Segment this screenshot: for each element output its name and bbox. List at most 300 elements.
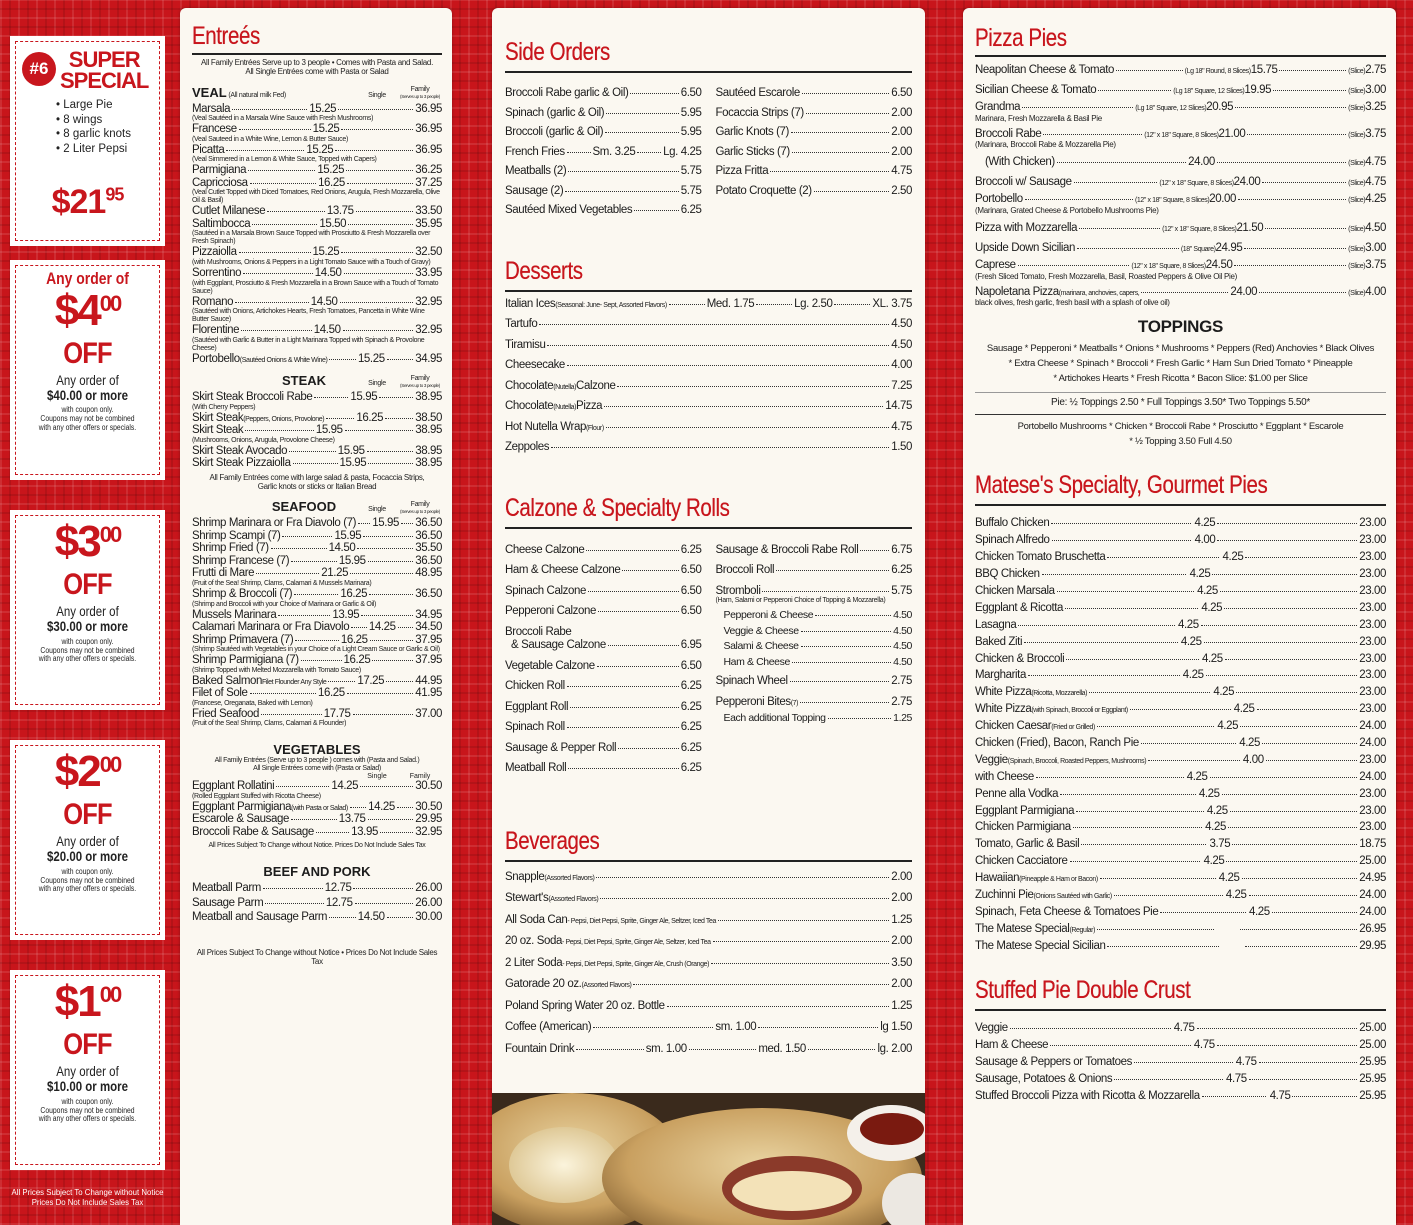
price-family: 34.50 — [415, 621, 443, 634]
dot-leader — [718, 920, 889, 921]
menu-item-row — [192, 124, 442, 136]
menu-item-row — [505, 319, 912, 331]
price-family: 32.95 — [415, 825, 443, 838]
item-name: Spinach Roll — [505, 721, 565, 733]
column-family — [398, 86, 442, 99]
price-slice: 4.25 — [1203, 855, 1225, 868]
price-slice: 4.25 — [1201, 652, 1223, 665]
price-slice: 3.75 — [1209, 838, 1231, 851]
item-size: (12" x 18" Square, 8 Slices) — [1144, 131, 1219, 139]
dot-leader — [597, 666, 679, 667]
dot-leader — [801, 631, 892, 632]
dot-leader — [1235, 107, 1346, 108]
menu-item-row — [975, 177, 1386, 189]
item-description: (Fruit of the Sea! Shrimp, Clams, Calamari & Mussels Marinara) — [192, 579, 372, 587]
coupon-amount: $\$1^{00}$ — [54, 977, 121, 1026]
item-size: (12" x 18" Square, 8 Slices) — [1131, 263, 1206, 271]
dot-leader — [800, 702, 889, 703]
beverages-list — [505, 872, 912, 1056]
section-title: Pizza Pies — [975, 24, 1067, 52]
middle-panel — [492, 8, 925, 1225]
category-header — [192, 373, 442, 388]
dot-leader — [368, 819, 414, 820]
toppings-pricing: Pie: ½ Toppings 2.50 * Full Toppings 3.50* Two Toppings 5.50* — [975, 392, 1386, 415]
item-name: Romano — [192, 295, 234, 308]
price-pie: 24.00 — [1188, 156, 1215, 169]
dot-leader — [1116, 70, 1183, 71]
price-single: 15.50 — [319, 217, 347, 230]
dot-leader — [369, 594, 413, 595]
dot-leader — [568, 768, 678, 769]
item-description: (Shrimp Topped with Melted Mozzarella with Tomato Sauce) — [192, 666, 361, 674]
item-note: (Seasonal: June- Sept, Assorted Flavors) — [555, 301, 667, 309]
dot-leader — [828, 718, 892, 719]
price-slice: 4.25 — [1186, 770, 1208, 783]
price-pie: 21.50 — [1236, 222, 1264, 235]
item-name: Mussels Marinara — [192, 608, 277, 621]
menu-item-row — [975, 822, 1386, 834]
menu-item-row — [716, 676, 913, 688]
dot-leader — [1262, 743, 1357, 744]
dot-leader — [245, 430, 314, 431]
price-note: All Prices Subject To Change without Notice. Prices Do Not Include Sales Tax — [208, 842, 426, 850]
menu-item-row — [505, 381, 912, 393]
dot-leader — [567, 152, 591, 153]
column-family-note: (Serves up to 3 people) — [400, 383, 440, 389]
dot-leader — [1018, 625, 1174, 626]
item-name: Hot Nutella Wrap — [505, 420, 586, 433]
dot-leader — [1234, 265, 1346, 266]
price: 2.00 — [891, 870, 912, 883]
stuffed-list — [975, 1023, 1386, 1102]
divider — [505, 290, 912, 292]
toppings-text: Sausage * Pepperoni * Meatballs * Onions * Mushrooms * Peppers (Red) Anchovies * Black Olives * Extra Cheese * Spinach * Broccoli * Fresh Garlic * Ham Sun Dried Tomato * Pineapple * Artichokes Hearts * Fresh Ricotta * Bacon Slice: $1.00 per Slice — [986, 343, 1375, 385]
dot-leader — [792, 662, 891, 663]
item-name: Sausage & Broccoli Rabe Roll — [715, 543, 859, 556]
menu-item-row — [975, 704, 1386, 716]
dot-leader — [1225, 659, 1357, 660]
dot-leader — [1266, 760, 1358, 761]
menu-item-row — [505, 442, 912, 454]
dot-leader — [363, 536, 413, 537]
item-name: Shrimp Scampi (7) — [192, 529, 281, 542]
menu-item-row — [505, 936, 912, 948]
item-name: Pepperoni Bites — [715, 695, 791, 708]
dot-leader — [801, 646, 892, 647]
price: 6.50 — [680, 605, 702, 617]
price-slice: 4.25 — [1189, 568, 1211, 581]
item-note: (with Spinach, Broccoli or Eggplant) — [1031, 707, 1128, 715]
price: 6.25 — [680, 721, 702, 733]
price-slice: 4.25 — [1180, 635, 1202, 648]
price-family: 32.95 — [415, 324, 443, 337]
coupon-fine: with coupon only. Coupons may not be combined with any other offers or specials. — [38, 636, 137, 664]
dot-leader — [806, 113, 889, 114]
dot-leader — [588, 591, 679, 592]
price-family: 26.00 — [415, 896, 442, 909]
super-price: $\$21^{95}$ — [51, 183, 124, 221]
item-name: Shrimp Francese (7) — [192, 554, 290, 567]
price-pie: 24.00 — [1230, 285, 1258, 298]
price: 5.75 — [680, 184, 702, 197]
dot-leader — [1076, 811, 1204, 812]
item-description: (Rolled Eggplant Stuffed with Ricotta Cheese) — [192, 792, 321, 800]
price: 6.25 — [891, 564, 912, 576]
dot-leader — [1224, 608, 1357, 609]
price-single: 15.95 — [315, 424, 343, 437]
item-name: Buffalo Chicken — [975, 517, 1050, 530]
item-name: Skirt Steak — [192, 424, 244, 437]
menu-item-row — [192, 219, 442, 231]
price-slice: 4.00 — [1194, 534, 1216, 547]
price-family: 29.95 — [415, 813, 443, 826]
premium-toppings: Portobello Mushrooms * Chicken * Broccoli Rabe * Prosciutto * Eggplant * Escarole * ½ Topping 3.50 Full 4.50 — [1017, 421, 1344, 448]
menu-item-row — [975, 755, 1386, 767]
dot-leader — [1089, 692, 1210, 693]
dot-leader — [386, 681, 413, 682]
item-note: (Nutella) — [553, 383, 577, 391]
item-description: (Veal Cutlet Topped with Diced Tomatoes, Red Onions, Arugula, Fresh Mozzarella, Olive Oil & Basil) — [192, 189, 440, 205]
item-note: (with Pasta or Salad) — [291, 804, 348, 812]
price: 1.25 — [893, 712, 912, 725]
menu-item-row — [192, 425, 442, 437]
menu-item-row — [975, 1040, 1386, 1052]
price-pie: 24.00 — [1359, 720, 1387, 733]
menu-item-row — [975, 85, 1386, 97]
dot-leader — [387, 917, 414, 918]
price-single: 15.95 — [338, 554, 366, 567]
menu-item-row — [975, 620, 1386, 632]
item-name: Snapple — [505, 870, 545, 883]
dot-leader — [567, 686, 679, 687]
menu-item-row — [192, 802, 442, 814]
menu-item-row — [505, 979, 912, 991]
dot-leader — [1057, 162, 1186, 163]
item-description: (Veal Sautéed in a Marsala Wine Sauce with Fresh Mushrooms) — [192, 115, 374, 123]
dot-leader — [1197, 1028, 1358, 1029]
price-single: 15.25 — [306, 143, 334, 156]
price: lg. 2.00 — [877, 1042, 912, 1055]
menu-item-row — [505, 743, 702, 755]
menu-item-row — [505, 586, 702, 598]
price-slice: 4.25 — [1225, 889, 1247, 902]
menu-item-row — [975, 569, 1386, 581]
menu-item-row — [192, 589, 442, 601]
item-size: (Lg 18" Square, 12 Slices) — [1173, 87, 1245, 95]
dot-leader — [547, 345, 889, 346]
item-name: Coffee (American) — [505, 1021, 592, 1033]
item-name: Sorrentino — [192, 267, 242, 280]
price-family: 36.95 — [415, 123, 442, 136]
price-slice: 4.75 — [1365, 175, 1386, 188]
dot-leader — [1065, 608, 1198, 609]
item-name: Spinach (garlic & Oil) — [505, 106, 605, 119]
side-orders — [505, 80, 912, 217]
menu-item-row — [505, 422, 912, 434]
category-title: BEEF AND PORK — [263, 864, 371, 880]
desserts-list — [505, 299, 912, 454]
price-pie: 25.95 — [1359, 1072, 1386, 1085]
price-slice: 3.75 — [1365, 259, 1387, 272]
dot-leader — [291, 819, 337, 820]
price-pie: 24.00 — [1233, 175, 1261, 188]
item-name: Hawaiian — [975, 872, 1020, 885]
dot-leader — [338, 109, 413, 110]
item-name: Pizza Fritta — [715, 165, 769, 177]
dot-leader — [1114, 1079, 1222, 1080]
category-title: SEAFOOD — [271, 499, 337, 515]
super-special-coupon[interactable] — [10, 36, 165, 246]
price-slice: 4.00 — [1242, 753, 1264, 766]
dot-leader — [1052, 540, 1192, 541]
category-title: VEGETABLES — [273, 742, 361, 758]
price: 6.50 — [680, 584, 702, 597]
item-name: 20 oz. Soda — [505, 935, 562, 947]
price-pie: 24.00 — [1359, 905, 1387, 918]
price: 4.50 — [893, 609, 912, 622]
divider — [975, 1009, 1386, 1011]
item-note: (Assorted Flavors) — [581, 982, 632, 989]
coupon-line2: $20.00 or more — [46, 848, 129, 865]
price-slice: 4.25 — [1197, 585, 1218, 597]
menu-item-row — [192, 325, 442, 337]
price: 6.50 — [891, 87, 912, 99]
price-family: 33.50 — [415, 205, 443, 218]
price-single: 12.75 — [324, 882, 352, 895]
dot-leader — [622, 570, 678, 571]
price: 6.75 — [891, 543, 912, 556]
price-family: 41.95 — [415, 687, 442, 700]
item-name: Florentine — [192, 324, 240, 337]
dot-leader — [344, 273, 414, 274]
price-family: 36.50 — [415, 588, 442, 601]
dot-leader — [1222, 794, 1358, 795]
calzone-list — [505, 536, 912, 775]
item-name: The Matese Special — [975, 922, 1070, 935]
menu-item-row — [975, 687, 1386, 699]
dot-leader — [570, 707, 678, 708]
menu-item-row — [192, 392, 442, 404]
menu-item-row — [192, 458, 442, 470]
price-single: 14.50 — [328, 542, 356, 555]
item-name: Portobello — [192, 352, 240, 365]
dot-leader — [1272, 912, 1357, 913]
dot-leader — [361, 615, 413, 616]
price-slice: 4.25 — [1233, 703, 1255, 716]
coupon-line2: $10.00 or more — [46, 1078, 129, 1095]
price: 6.95 — [680, 639, 702, 651]
menu-item-row — [505, 88, 702, 100]
coupon-1-off[interactable] — [10, 970, 165, 1170]
dot-leader — [1226, 861, 1357, 862]
coupon-2-off[interactable] — [10, 740, 165, 940]
price: 6.25 — [680, 204, 702, 216]
dot-leader — [790, 681, 890, 682]
menu-item-row — [505, 299, 912, 311]
item-name: Broccoli (garlic & Oil) — [505, 126, 604, 138]
item-name-2: & Sausage Calzone — [511, 639, 606, 651]
dot-leader — [1249, 895, 1358, 896]
price-slice: 4.25 — [1206, 804, 1228, 817]
item-description: (Francese, Oreganata, Baked with Lemon) — [192, 699, 313, 707]
dot-leader — [243, 273, 313, 274]
price-pie: 19.95 — [1244, 83, 1272, 96]
price: 4.50 — [893, 624, 912, 637]
price: 2.00 — [891, 106, 912, 119]
slice-label: (Slice) — [1348, 160, 1366, 168]
price-single: 14.25 — [368, 621, 396, 634]
menu-item-row — [505, 606, 702, 618]
item-note: - Pepsi, Diet Pepsi, Sprite, Ginger Ale, Crush (Orange) — [562, 960, 710, 968]
menu-item-row — [505, 565, 702, 577]
price-single: 16.25 — [356, 411, 384, 424]
menu-item-row — [716, 610, 913, 621]
menu-item-row — [505, 893, 912, 905]
price-single: 14.25 — [368, 800, 395, 813]
menu-item-row — [505, 640, 702, 652]
item-name: Chicken Roll — [505, 680, 565, 692]
dot-leader — [1024, 642, 1178, 643]
price-footer: All Prices Subject To Change without Notice • Prices Do Not Include Sales Tax — [196, 947, 438, 967]
price-pie: 24.95 — [1359, 872, 1386, 885]
dot-leader — [669, 304, 705, 305]
slice-label: (Slice) — [1348, 131, 1366, 139]
dot-leader — [1010, 1028, 1171, 1029]
price: 6.50 — [680, 659, 702, 672]
price-pie: 29.95 — [1359, 939, 1386, 952]
price-slice: 4.25 — [1177, 618, 1199, 631]
coupon-fine: with coupon only. Coupons may not be combined with any other offers or specials. — [38, 405, 137, 433]
item-name: with Cheese — [975, 770, 1034, 783]
menu-item-row — [975, 287, 1386, 299]
price-single: 15.95 — [339, 457, 367, 470]
menu-item-row — [975, 670, 1386, 682]
menu-item-row — [192, 814, 442, 826]
coupon-line1: Any order of — [56, 371, 119, 388]
price-pie: 15.75 — [1250, 64, 1278, 76]
price-single: 15.95 — [350, 391, 378, 404]
dot-leader — [397, 807, 413, 808]
menu-item-row — [975, 102, 1386, 114]
menu-item-row — [192, 446, 442, 458]
menu-item-row — [505, 147, 702, 159]
item-name: Cheesecake — [505, 359, 565, 371]
dot-leader — [637, 152, 661, 153]
price: 5.95 — [680, 126, 702, 138]
menu-item-row — [975, 806, 1386, 818]
dot-leader — [329, 359, 356, 360]
item-name: Picatta — [192, 143, 225, 156]
price-single: 13.75 — [326, 205, 354, 218]
price-family: 34.95 — [415, 608, 443, 621]
dot-leader — [605, 132, 679, 133]
dot-leader — [263, 888, 323, 889]
item-name: Chocolate — [505, 400, 554, 412]
section-title: Matese's Specialty, Gourmet Pies — [975, 471, 1268, 500]
item-name: Chocolate — [505, 379, 554, 392]
item-name: Sautéed Escarole — [715, 87, 800, 99]
column-family-label: Family — [410, 86, 430, 94]
dot-leader — [1217, 162, 1346, 163]
item-name: Lasagna — [975, 618, 1017, 631]
price-single: 16.25 — [317, 687, 345, 700]
item-name: Eggplant Parmigiana — [975, 804, 1075, 817]
dot-leader — [226, 150, 304, 151]
price-family: 35.50 — [415, 542, 443, 555]
dot-leader — [1232, 844, 1357, 845]
menu-item-row — [505, 722, 702, 734]
slice-label: (Slice) — [1348, 245, 1366, 253]
item-name: Napoletana Pizza — [975, 285, 1059, 298]
item-name: Baked Ziti — [975, 635, 1023, 648]
dot-leader — [1259, 292, 1346, 293]
item-name: Saltimbocca — [192, 217, 251, 230]
dot-leader — [762, 591, 889, 592]
item-name: Grandma — [975, 101, 1021, 113]
price: 6.50 — [680, 87, 702, 99]
dot-leader — [250, 693, 316, 694]
price-slice: 4.25 — [1239, 737, 1261, 750]
dot-leader — [1141, 743, 1236, 744]
price-single: 14.50 — [313, 324, 341, 337]
menu-item-row — [505, 186, 702, 198]
dot-leader — [1081, 844, 1206, 845]
menu-item-row — [975, 1074, 1386, 1086]
price: 6.25 — [680, 680, 702, 692]
menu-item-row — [192, 781, 442, 793]
menu-item-row — [716, 88, 913, 100]
price-single: 15.25 — [312, 246, 340, 259]
item-name: Sausage, Potatoes & Onions — [975, 1072, 1113, 1085]
dot-leader — [291, 561, 337, 562]
menu-item-row — [975, 586, 1386, 598]
price-slice: 4.75 — [1173, 1022, 1195, 1035]
menu-item-row — [716, 586, 913, 598]
item-name: Skirt Steak — [192, 411, 244, 424]
item-description: (Shrimp and Broccoli with your Choice of Marinara or Garlic & Oil) — [192, 600, 377, 608]
dot-leader — [250, 183, 316, 184]
entrees-panel — [180, 8, 452, 1225]
coupon-line1: Any order of — [56, 833, 119, 849]
coupon-4-off[interactable] — [10, 260, 165, 480]
menu-item-row — [192, 543, 442, 555]
price-pie: 26.95 — [1359, 922, 1387, 935]
menu-item-row — [975, 637, 1386, 649]
column-single: Single — [368, 380, 386, 388]
dot-leader — [634, 210, 678, 211]
category-title: STEAK — [281, 373, 327, 389]
menu-item-row — [505, 340, 912, 352]
dot-leader — [348, 224, 413, 225]
section-title: Desserts — [505, 256, 583, 285]
item-name: Broccoli Rabe — [505, 625, 572, 638]
price-pie: 23.00 — [1359, 534, 1386, 547]
item-name: Broccoli Roll — [715, 564, 775, 576]
coupon-column — [10, 16, 165, 1208]
dot-leader — [360, 786, 413, 787]
dot-leader — [1130, 709, 1231, 710]
section-title: Beverages — [505, 826, 600, 855]
item-name: French Fries — [505, 145, 565, 158]
dot-leader — [1279, 70, 1346, 71]
menu-item-row — [505, 1001, 912, 1013]
coupon-3-off[interactable] — [10, 510, 165, 710]
price-pie: 23.00 — [1359, 703, 1386, 716]
dot-leader — [385, 418, 413, 419]
price-small: sm. 1.00 — [645, 1042, 687, 1055]
item-name: Each additional Topping — [723, 712, 826, 725]
menu-item-row — [975, 873, 1386, 885]
